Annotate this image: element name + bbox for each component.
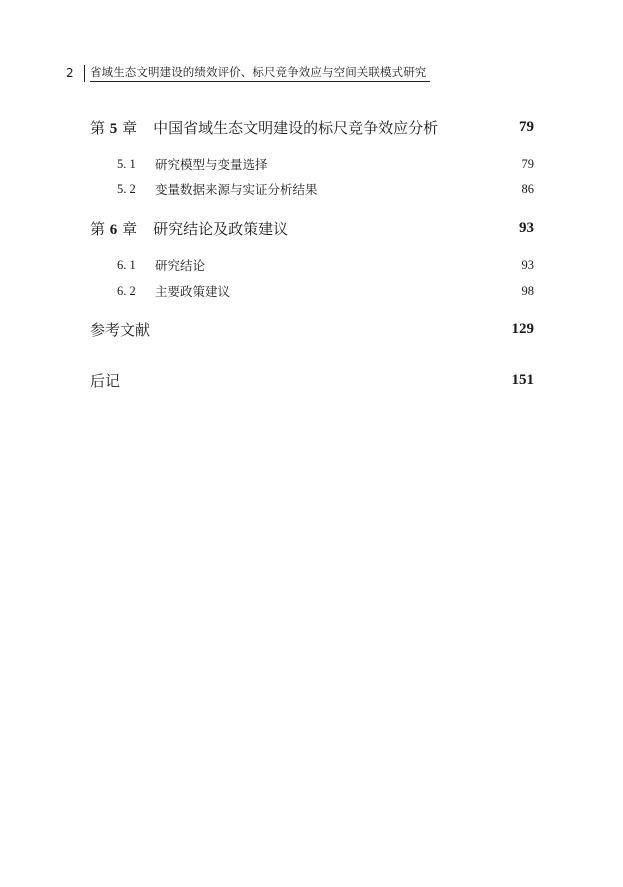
toc-section-5-2[interactable] (117, 180, 534, 198)
running-header (66, 64, 430, 82)
toc-section-6-2[interactable] (117, 282, 534, 300)
section-number: 5. 1 (117, 156, 136, 171)
section-title: 主要政策建议 (155, 284, 231, 299)
toc-postscript[interactable] (90, 369, 534, 391)
chapter-page-number: 79 (519, 118, 534, 135)
section-number: 6. 2 (117, 283, 136, 298)
toc-chapter-5[interactable] (90, 116, 534, 138)
chapter-page-number: 93 (519, 219, 534, 236)
section-title: 研究结论 (155, 258, 206, 273)
chapter-title: 研究结论及政策建议 (153, 219, 289, 238)
chapter-label: 第 5 章 (90, 118, 138, 137)
page-number: 2 (66, 66, 74, 80)
toc-references[interactable] (90, 318, 534, 340)
toc-section-6-1[interactable] (117, 256, 534, 274)
section-page-number: 93 (521, 257, 534, 272)
book-title: 省域生态文明建设的绩效评价、标尺竞争效应与空间关联模式研究 (90, 65, 430, 82)
section-title: 变量数据来源与实证分析结果 (155, 182, 318, 197)
section-page-number: 86 (521, 181, 534, 196)
header-divider (84, 65, 85, 82)
section-page-number: 98 (521, 283, 534, 298)
postscript-title: 后记 (90, 371, 121, 390)
chapter-title: 中国省域生态文明建设的标尺竞争效应分析 (153, 118, 439, 137)
section-number: 6. 1 (117, 257, 136, 272)
postscript-page-number: 151 (511, 371, 534, 388)
toc-chapter-6[interactable] (90, 217, 534, 239)
references-title: 参考文献 (90, 320, 151, 339)
references-page-number: 129 (511, 320, 534, 337)
section-number: 5. 2 (117, 181, 136, 196)
toc-section-5-1[interactable] (117, 155, 534, 173)
section-page-number: 79 (521, 156, 534, 171)
section-title: 研究模型与变量选择 (155, 157, 268, 172)
chapter-label: 第 6 章 (90, 219, 138, 238)
